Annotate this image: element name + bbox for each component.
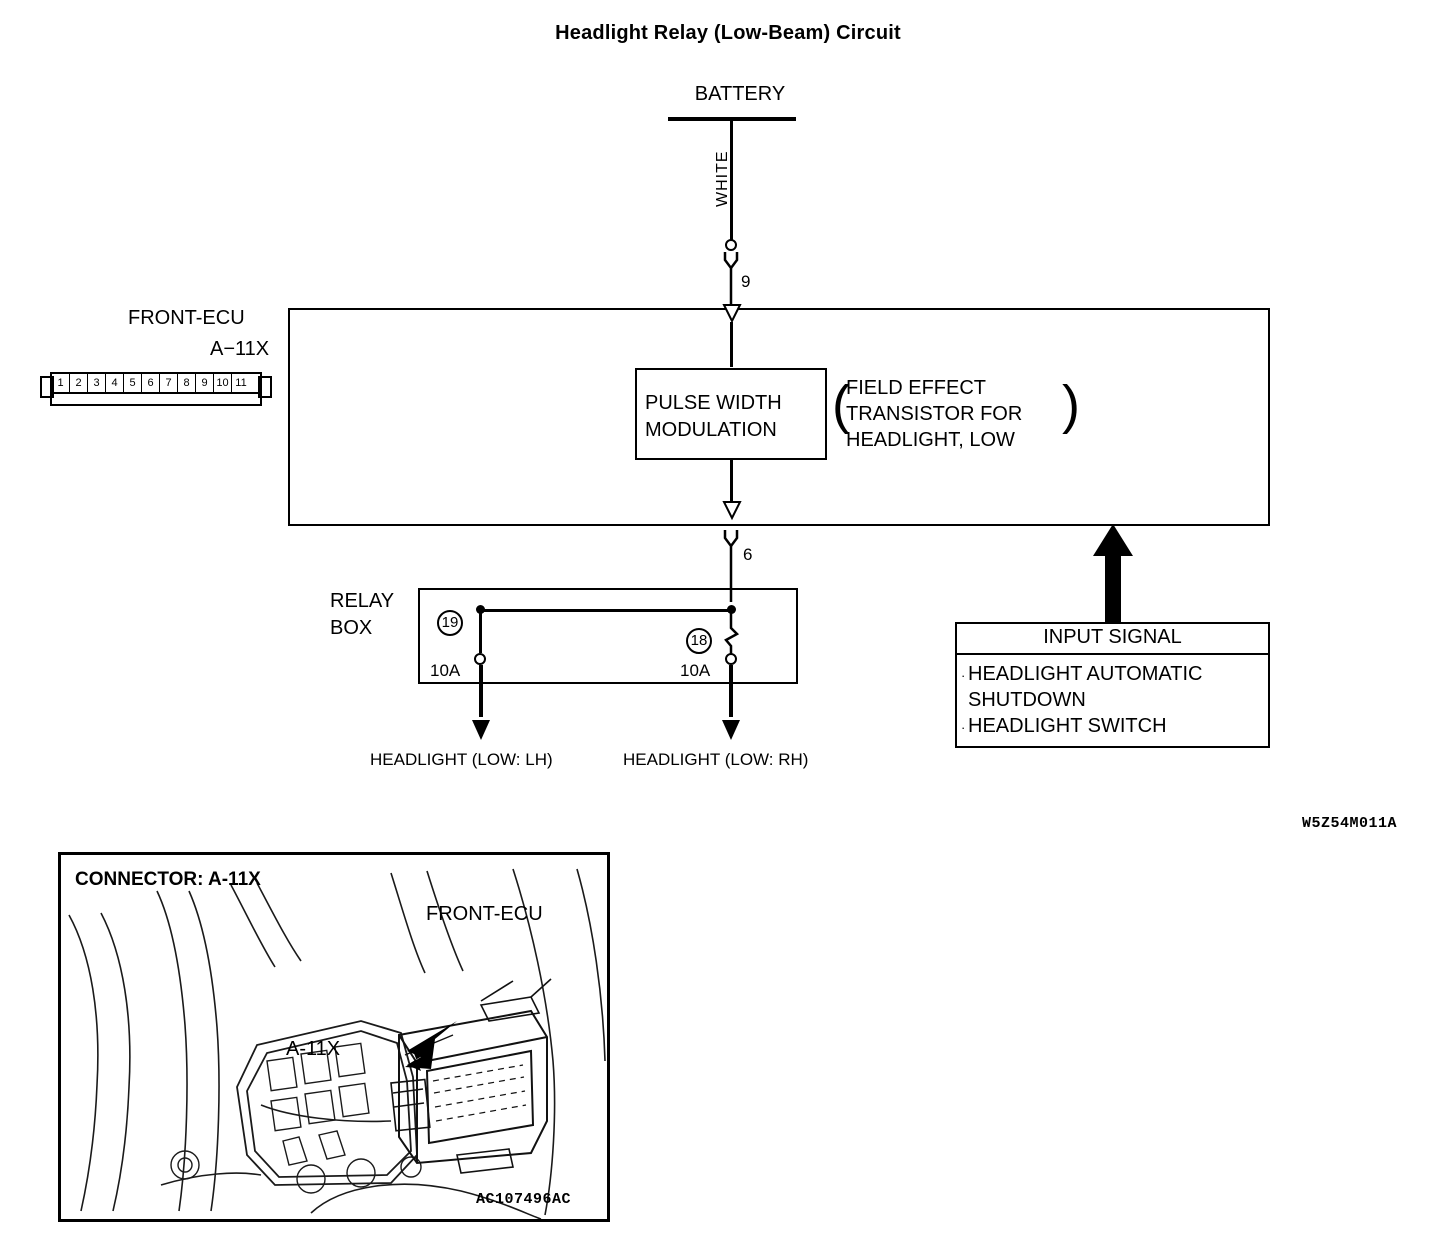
- connector-pin-2: 2: [70, 374, 88, 392]
- connector-pin-10: 10: [214, 374, 232, 392]
- fuse-right-number: 18: [686, 628, 712, 654]
- photo-front-ecu-callout: FRONT-ECU: [426, 903, 543, 925]
- front-ecu-label: FRONT-ECU: [128, 307, 245, 329]
- fuse-left-terminal: [474, 653, 486, 665]
- ecu-output-pin-number: 6: [743, 545, 753, 564]
- input-signal-item-2: HEADLIGHT SWITCH: [968, 715, 1167, 737]
- headlight-rh-arrow: [718, 710, 744, 742]
- fuse-left-wire-top: [479, 610, 482, 653]
- connector-pin-5: 5: [124, 374, 142, 392]
- input-signal-divider: [957, 653, 1268, 655]
- headlight-lh-label: HEADLIGHT (LOW: LH): [370, 750, 553, 769]
- connector-pin-6: 6: [142, 374, 160, 392]
- battery-pin-number: 9: [741, 272, 751, 291]
- front-ecu-connector-label: A−11X: [210, 338, 270, 360]
- fuse-left-number: 19: [437, 610, 463, 636]
- input-signal-arrow: [1088, 522, 1138, 624]
- connector-pin-9: 9: [196, 374, 214, 392]
- photo-connector-callout: A-11X: [286, 1038, 341, 1060]
- connector-pin-row: [50, 372, 262, 394]
- connector-pin-8: 8: [178, 374, 196, 392]
- input-signal-bullet-2: ·: [961, 720, 966, 735]
- connector-pin-11: 11: [235, 377, 247, 389]
- connector-photo-panel: [58, 852, 610, 1222]
- input-signal-item-1-cont: SHUTDOWN: [968, 689, 1086, 711]
- fuse-right-rating: 10A: [680, 661, 711, 680]
- pwm-label-line1: PULSE WIDTH: [645, 392, 782, 414]
- headlight-rh-label: HEADLIGHT (LOW: RH): [623, 750, 809, 769]
- input-signal-bullet-1: ·: [961, 668, 966, 683]
- connector-pin-1: 1: [52, 374, 70, 392]
- fet-label-line2: TRANSISTOR FOR: [846, 403, 1023, 425]
- ecu-internal-line-top: [730, 322, 733, 367]
- input-signal-title: INPUT SIGNAL: [1043, 626, 1182, 648]
- headlight-lh-arrow: [468, 710, 494, 742]
- ecu-output-arrow-bottom: [720, 500, 744, 522]
- wire-color-label: WHITE: [714, 150, 731, 207]
- relay-box: [418, 588, 798, 684]
- ecu-internal-line-bottom: [730, 460, 733, 505]
- fuse-right-terminal: [725, 653, 737, 665]
- connector-pin-7: 7: [160, 374, 178, 392]
- fet-label-line3: HEADLIGHT, LOW: [846, 429, 1015, 451]
- fet-paren-right: ): [1062, 375, 1080, 435]
- fuse-left-rating: 10A: [430, 661, 461, 680]
- connector-pin-4: 4: [106, 374, 124, 392]
- connector-pin-3: 3: [88, 374, 106, 392]
- page-title: Headlight Relay (Low-Beam) Circuit: [555, 22, 901, 44]
- battery-label: BATTERY: [694, 83, 786, 105]
- pwm-label-line2: MODULATION: [645, 419, 777, 441]
- fet-label-line1: FIELD EFFECT: [846, 377, 987, 399]
- figure-code: W5Z54M011A: [1302, 815, 1398, 832]
- fet-paren-left: (: [832, 375, 850, 435]
- input-signal-item-1: HEADLIGHT AUTOMATIC: [968, 663, 1203, 685]
- relay-box-bus-line: [480, 609, 732, 612]
- relay-box-label-line2: BOX: [330, 617, 373, 639]
- relay-box-label-line1: RELAY: [330, 590, 395, 612]
- connector-pin-strip: [40, 372, 272, 408]
- photo-image-code: AC107496AC: [476, 1191, 572, 1208]
- photo-caption: CONNECTOR: A-11X: [75, 869, 261, 890]
- fuse-right-wire-top: [722, 610, 740, 656]
